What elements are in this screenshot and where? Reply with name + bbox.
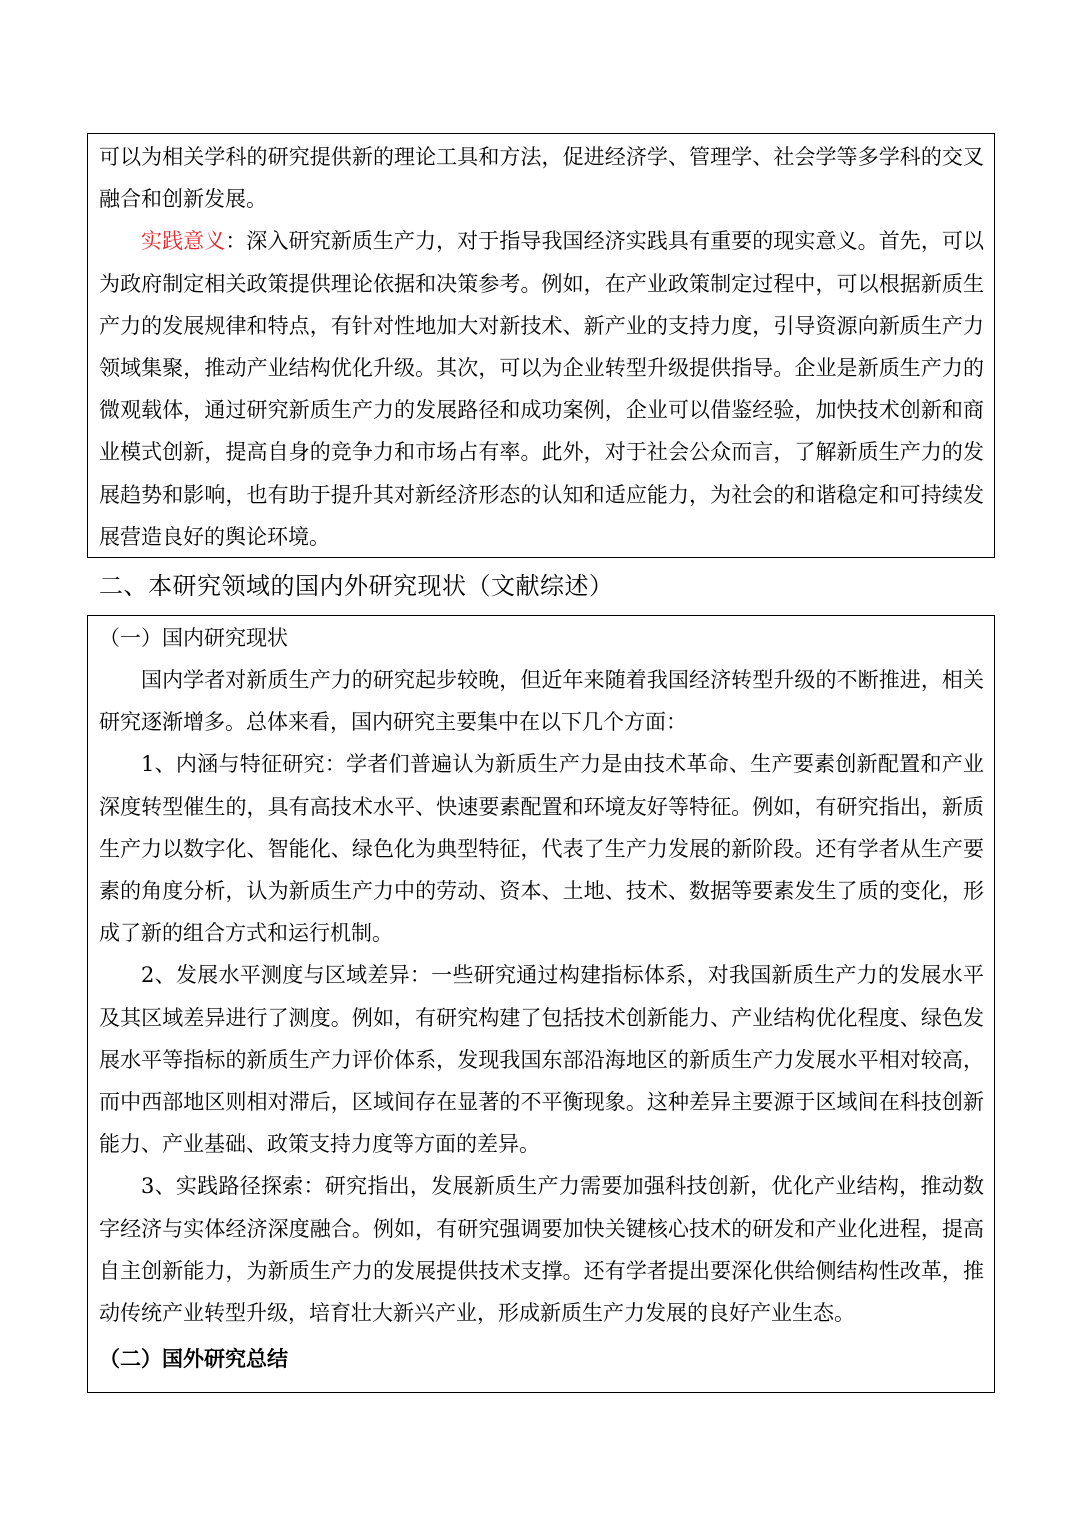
theory-paragraph-continued: 可以为相关学科的研究提供新的理论工具和方法，促进经济学、管理学、社会学等多学科的交叉融合和创新发展。: [99, 145, 984, 212]
domestic-item-1: 1、内涵与特征研究：学者们普遍认为新质生产力是由技术革命、生产要素创新配置和产业深度转型催生的，具有高技术水平、快速要素配置和环境友好等特征。例如，有研究指出，新质生产力以数字化、智能化、绿色化为典型特征，代表了生产力发展的新阶段。还有学者从生产要素的角度分析，认为新质生产力中的劳动、资本、土地、技术、数据等要素发生了质的变化，形成了新的组合方式和运行机制。: [99, 752, 984, 946]
domestic-item-2: 2、发展水平测度与区域差异：一些研究通过构建指标体系，对我国新质生产力的发展水平及其区域差异进行了测度。例如，有研究构建了包括技术创新能力、产业结构优化程度、绿色发展水平等指标的新质生产力评价体系，发现我国东部沿海地区的新质生产力发展水平相对较高，而中西部地区则相对滞后，区域间存在显著的不平衡现象。这种差异主要源于区域间在科技创新能力、产业基础、政策支持力度等方面的差异。: [99, 963, 984, 1157]
domestic-item-3: 3、实践路径探索：研究指出，发展新质生产力需要加强科技创新，优化产业结构，推动数字经济与实体经济深度融合。例如，有研究强调要加快关键核心技术的研发和产业化进程，提高自主创新能力，为新质生产力的发展提供技术支撑。还有学者提出要深化供给侧结构性改革，推动传统产业转型升级，培育壮大新兴产业，形成新质生产力发展的良好产业生态。: [99, 1174, 984, 1326]
domestic-intro: 国内学者对新质生产力的研究起步较晚，但近年来随着我国经济转型升级的不断推进，相关研究逐渐增多。总体来看，国内研究主要集中在以下几个方面：: [99, 668, 984, 735]
practice-paragraph: [99, 220, 984, 558]
practice-text: 深入研究新质生产力，对于指导我国经济实践具有重要的现实意义。首先，可以为政府制定相关政策提供理论依据和决策参考。例如，在产业政策制定过程中，可以根据新质生产力的发展规律和特点，有针对性地加大对新技术、新产业的支持力度，引导资源向新质生产力领域集聚，推动产业结构优化升级。其次，可以为企业转型升级提供指导。企业是新质生产力的微观载体，通过研究新质生产力的发展路径和成功案例，企业可以借鉴经验，加快技术创新和商业模式创新，提高自身的竞争力和市场占有率。此外，对于社会公众而言，了解新质生产力的发展趋势和影响，也有助于提升其对新经济形态的认知和适应能力，为社会的和谐稳定和可持续发展营造良好的舆论环境。: [99, 229, 985, 549]
practice-label: 实践意义: [141, 229, 226, 254]
significance-box: [87, 133, 995, 558]
practice-colon: ：: [225, 229, 247, 254]
foreign-heading: （二）国外研究总结: [99, 1347, 288, 1372]
literature-review-box: [87, 615, 995, 1393]
domestic-heading: （一）国内研究现状: [99, 626, 288, 650]
section-heading: 二、本研究领域的国内外研究现状（文献综述）: [99, 572, 614, 600]
